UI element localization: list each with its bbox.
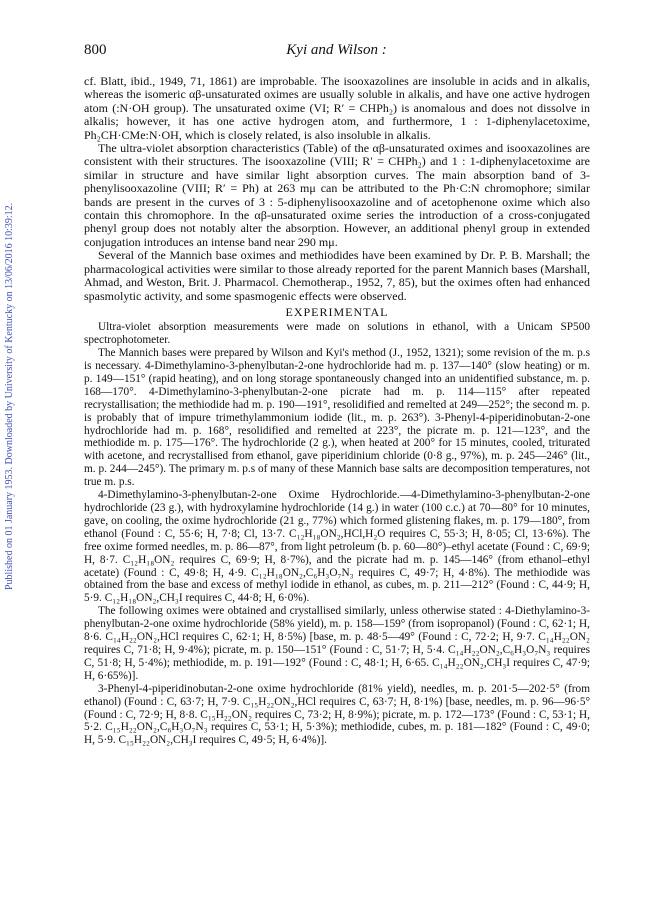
paragraph-diethylamino-oxime: The following oximes were obtained and crystallised similarly, unless otherwise stated : 4-Diethylamino-3-phenylbutan-2-one oxime hydrochloride (58% yield), m. p. 158—159° (from isopropanol) (Found : C, 62·1; H, 8·6. C₁₄H₂₂ON₂,HCl requires C, 62·1; H, 8·5%) [base, m. p. 48·5—49° (Found : C, 72·2; H, 9·7. C₁₄H₂₂ON₂ requires C, 71·8; H, 9·4%); picrate, m. p. 150—151° (Found : C, 51·7; H, 5·4. C₁₄H₂₂ON₂,C₆H₃O₇N₃ requires C, 51·8; H, 5·4%); methiodide, m. p. 191—192° (Found : C, 48·1; H, 6·65. C₁₄H₂₂ON₂,CH₃I requires C, 47·9; H, 6·65%)]. — [84, 605, 590, 682]
page-number: 800 — [84, 42, 107, 58]
paragraph-uv-method: Ultra-violet absorption measurements were made on solutions in ethanol, with a Unicam SP500 spectrophotometer. — [84, 321, 590, 347]
section-heading-experimental: EXPERIMENTAL — [285, 304, 389, 319]
experimental-section — [84, 321, 590, 747]
paragraph-mannich-bases: The Mannich bases were prepared by Wilson and Kyi's method (J., 1952, 1321); some revision of the m. p.s is necessary. 4-Dimethylamino-3-phenylbutan-2-one hydrochloride had m. p. 137—140° (slow heating) or m. p. 149—151° (rapid heating), and on long storage spontaneously changed into an unidentified substance, m. p. 168—170°. 4-Dimethylamino-3-phenylbutan-2-one picrate had m. p. 114—115° after repeated recrystallisation; the methiodide had m. p. 190—191°, resolidified and remelted at 249—252°; the second m. p. is probably that of impure trimethylammonium iodide (lit., m. p. 263°). 3-Phenyl-4-piperidinobutan-2-one hydrochloride had m. p. 168°, resolidified and remelted at 223°, the picrate m. p. 121—123°, and the methiodide m. p. 175—176°. The hydrochloride (2 g.), when heated at 200° for 15 minutes, cooled, triturated with acetone, and recrystallised from ethanol, gave piperidinium chloride (0·8 g., 97%), m. p. 245—246° (lit., m. p. 244—245°). The primary m. p.s of many of these Mannich base salts are decomposition temperatures, not true m. p.s. — [84, 347, 590, 489]
running-title: Kyi and Wilson : — [286, 42, 387, 58]
article-body — [84, 75, 590, 747]
paragraph-continuation: cf. Blatt, ibid., 1949, 71, 1861) are improbable. The isooxazolines are insoluble in acids and in alkalis, whereas the isomeric αβ-unsaturated oximes are usually soluble in alkalis, and have one active hydrogen atom (:N·OH group). The unsaturated oxime (VI; R′ = CHPh₂) is anomalous and does not dissolve in alkalis; however, it has one active hydrogen atom, and furthermore, 1 : 1-diphenylacetoxime, Ph₂CH·CMe:N·OH, which is closely related, is also insoluble in alkalis. — [84, 74, 590, 142]
paragraph-piperidino-oxime: 3-Phenyl-4-piperidinobutan-2-one oxime hydrochloride (81% yield), needles, m. p. 201·5—202·5° (from ethanol) (Found : C, 63·7; H, 7·9. C₁₅H₂₂ON₂,HCl requires C, 63·7; H, 8·1%) [base, needles, m. p. 96—96·5° (Found : C, 72·9; H, 8·8. C₁₅H₂₂ON₂ requires C, 73·2; H, 8·9%); picrate, m. p. 172—173° (Found : C, 53·1; H, 5·2. C₁₅H₂₂ON₂,C₆H₃O₇N₃ requires C, 53·1; H, 5·3%); methiodide, cubes, m. p. 181—182° (Found : C, 49·0; H, 5·9. C₁₅H₂₂ON₂,CH₃I requires C, 49·5; H, 6·4%)]. — [84, 682, 590, 747]
download-watermark-link[interactable]: Published on 01 January 1953. Downloaded by University of Kentucky on 13/06/2016 10:39:12. — [4, 202, 15, 590]
paragraph-pharmacology: Several of the Mannich base oximes and methiodides have been examined by Dr. P. B. Marshall; the pharmacological activities were similar to those already reported for the parent Mannich bases (Marshall, Ahmad, and Weston, Brit. J. Pharmacol. Chemotherap., 1952, 7, 85), but the oximes often had enhanced spasmolytic activity, and some spasmogenic effects were observed. — [84, 248, 590, 303]
paragraph-uv-absorption: The ultra-violet absorption characteristics (Table) of the αβ-unsaturated oximes and isooxazolines are consistent with their structures. The isooxazoline (VIII; R′ = CHPh₂) and 1 : 1-diphenylacetoxime are similar in structure and have similar light absorption curves. The main absorption band of 3-phenylisooxazoline (VIII; R′ = Ph) at 263 mμ can be attributed to the Ph·C:N chromophore; similar bands are present in the curves of 3 : 5-diphenylisooxazoline and of acetophenone oxime which also contain this chromophore. In the αβ-unsaturated oxime series the introduction of a cross-conjugated phenyl group does not notably alter the absorption. However, an additional phenyl group in extended conjugation introduces an intense band near 290 mμ. — [84, 141, 590, 249]
paragraph-oxime-hydrochloride: 4-Dimethylamino-3-phenylbutan-2-one Oxime Hydrochloride.—4-Dimethylamino-3-phenylbutan-2-one hydrochloride (23 g.), with hydroxylamine hydrochloride (14 g.) in water (100 c.c.) at 70—80° for 10 minutes, gave, on cooling, the oxime hydrochloride (21 g., 77%) which formed glistening flakes, m. p. 179—180°, from ethanol (Found : C, 55·6; H, 7·8; Cl, 13·7. C₁₂H₁₈ON₂,HCl,H₂O requires C, 55·3; H, 8·05; Cl, 13·6%). The free oxime formed needles, m. p. 86—87°, from light petroleum (b. p. 60—80°)–ethyl acetate (Found : C, 69·9; H, 8·7. C₁₂H₁₈ON₂ requires C, 69·9; H, 8·7%), and the picrate had m. p. 145—146° (from ethanol–ethyl acetate) (Found : C, 49·8; H, 4·9. C₁₂H₁₈ON₂,C₆H₃O₇N₃ requires C, 49·7; H, 4·8%). The methiodide was obtained from the base and excess of methyl iodide in ethanol, as cubes, m. p. 211—212° (Found : C, 44·9; H, 5·9. C₁₂H₁₈ON₂,CH₃I requires C, 44·8; H, 6·0%). — [84, 489, 590, 605]
page-header — [84, 42, 589, 64]
